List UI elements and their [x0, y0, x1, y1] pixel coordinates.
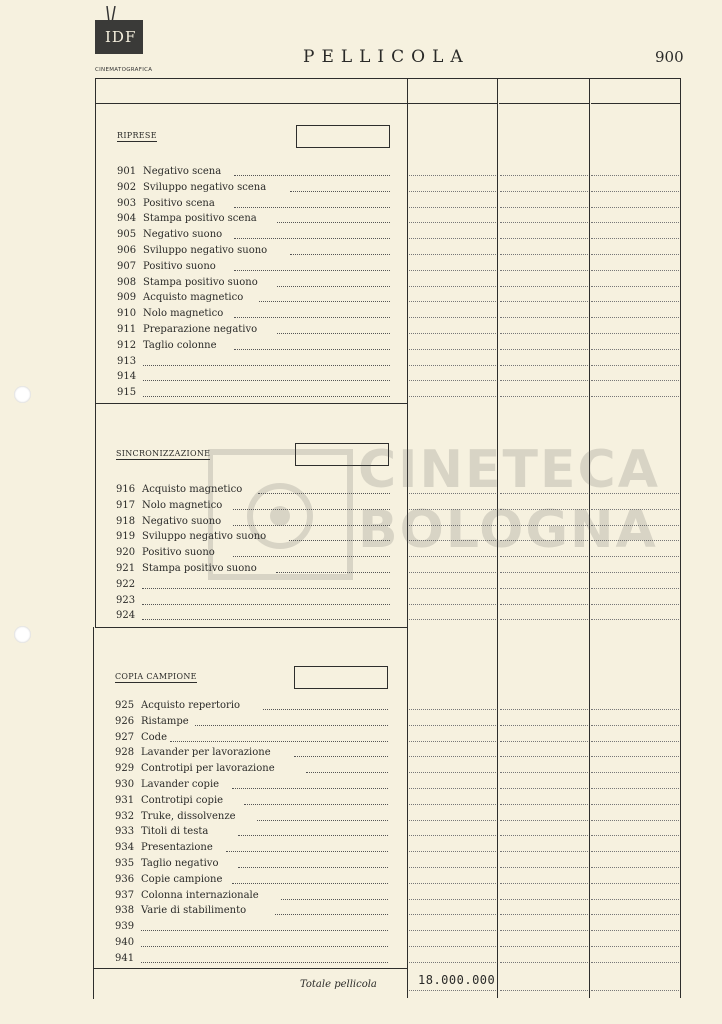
page-title: PELLICOLA [303, 47, 470, 67]
line-item-code: 923 [116, 595, 136, 606]
amount-cell[interactable] [409, 930, 496, 931]
line-item [115, 904, 388, 918]
line-item-label: Acquisto repertorio [141, 700, 241, 711]
line-item-code: 930 [115, 779, 135, 790]
line-item [117, 228, 390, 242]
amount-cell[interactable] [500, 286, 588, 287]
amount-cell[interactable] [591, 741, 679, 742]
line-item-label: Sviluppo negativo suono [142, 531, 267, 542]
line-item-code: 918 [116, 516, 136, 527]
line-item-code: 926 [115, 716, 135, 727]
line-item-label: Sviluppo negativo scena [143, 182, 267, 193]
amount-cell[interactable] [409, 962, 496, 963]
leader-dots [277, 333, 390, 334]
amount-cell[interactable] [591, 772, 679, 773]
amount-cell[interactable] [409, 619, 496, 620]
leader-dots [234, 349, 390, 350]
amount-cell[interactable] [591, 804, 679, 805]
amount-cell[interactable] [409, 301, 496, 302]
leader-dots [294, 756, 388, 757]
amount-cell[interactable] [409, 835, 496, 836]
amount-cell[interactable] [591, 270, 679, 271]
amount-cell[interactable] [409, 175, 496, 176]
amount-cell[interactable] [591, 756, 679, 757]
line-item [117, 244, 390, 258]
leader-dots [142, 619, 390, 620]
section-title: RIPRESE [117, 131, 157, 140]
total-value: 18.000.000 [418, 973, 496, 987]
leader-dots [142, 604, 390, 605]
line-item-label: Sviluppo negativo suono [143, 245, 268, 256]
line-item-code: 902 [117, 182, 137, 193]
amount-cell[interactable] [500, 883, 588, 884]
line-item-code: 924 [116, 610, 136, 621]
amount-cell[interactable] [409, 396, 496, 397]
line-item [117, 291, 390, 305]
amount-cell[interactable] [500, 349, 588, 350]
amount-cell[interactable] [500, 175, 588, 176]
leader-dots [263, 709, 388, 710]
amount-cell[interactable] [500, 301, 588, 302]
amount-cell[interactable] [409, 820, 496, 821]
amount-cell[interactable] [500, 741, 588, 742]
leader-dots [290, 191, 390, 192]
amount-cell[interactable] [409, 286, 496, 287]
line-item-code: 916 [116, 484, 136, 495]
amount-cell[interactable] [409, 604, 496, 605]
amount-cell[interactable] [500, 804, 588, 805]
amount-cell[interactable] [409, 914, 496, 915]
line-item-code: 909 [117, 292, 137, 303]
amount-cell[interactable] [409, 191, 496, 192]
table-header-rule [591, 103, 681, 104]
amount-cell[interactable] [500, 914, 588, 915]
amount-cell[interactable] [591, 851, 679, 852]
line-item-code: 917 [116, 500, 136, 511]
amount-cell[interactable] [409, 756, 496, 757]
table-right-rule [680, 78, 681, 998]
line-item [115, 762, 388, 776]
line-item-label: Truke, dissolvenze [141, 811, 236, 822]
section-title: COPIA CAMPIONE [115, 672, 197, 681]
amount-cell[interactable] [500, 365, 588, 366]
punch-hole [14, 386, 31, 403]
line-item [115, 857, 388, 871]
table-top-rule [95, 78, 681, 79]
amount-cell[interactable] [409, 851, 496, 852]
amount-cell[interactable] [409, 867, 496, 868]
line-item-code: 931 [115, 795, 135, 806]
line-item-code: 920 [116, 547, 136, 558]
amount-cell[interactable] [591, 867, 679, 868]
line-item-code: 932 [115, 811, 135, 822]
amount-cell[interactable] [500, 588, 588, 589]
amount-cell[interactable] [500, 333, 588, 334]
line-item-label: Acquisto magnetico [142, 484, 243, 495]
line-item [115, 794, 388, 808]
amount-cell[interactable] [500, 788, 588, 789]
line-item-code: 910 [117, 308, 137, 319]
amount-cell[interactable] [409, 709, 496, 710]
amount-cell[interactable] [409, 238, 496, 239]
amount-cell[interactable] [409, 317, 496, 318]
line-item-label: Acquisto magnetico [143, 292, 244, 303]
line-item-code: 921 [116, 563, 136, 574]
leader-dots [306, 772, 388, 773]
line-item-code: 904 [117, 213, 137, 224]
line-item [115, 873, 388, 887]
section-amount-box[interactable] [294, 666, 388, 689]
amount-cell[interactable] [500, 946, 588, 947]
leader-dots [143, 396, 390, 397]
line-item-code: 906 [117, 245, 137, 256]
line-item-code: 925 [115, 700, 135, 711]
amount-cell[interactable] [500, 851, 588, 852]
line-item-code: 938 [115, 905, 135, 916]
amount-cell[interactable] [500, 604, 588, 605]
line-item [117, 323, 390, 337]
amount-cell[interactable] [500, 238, 588, 239]
line-item-label: Lavander copie [141, 779, 220, 790]
line-item-code: 922 [116, 579, 136, 590]
leader-dots [142, 588, 390, 589]
section-amount-box[interactable] [296, 125, 390, 148]
amount-cell[interactable] [409, 333, 496, 334]
amount-cell[interactable] [591, 301, 679, 302]
amount-cell[interactable] [500, 756, 588, 757]
amount-cell[interactable] [591, 207, 679, 208]
amount-cell[interactable] [591, 883, 679, 884]
line-item-code: 908 [117, 277, 137, 288]
line-item-code: 929 [115, 763, 135, 774]
line-item-code: 915 [117, 387, 137, 398]
line-item-code: 936 [115, 874, 135, 885]
amount-cell[interactable] [591, 835, 679, 836]
line-item [115, 746, 388, 760]
watermark-line-1: CINETECA [358, 440, 660, 500]
amount-cell[interactable] [591, 572, 679, 573]
amount-cell[interactable] [500, 867, 588, 868]
line-item-label: Ristampe [141, 716, 189, 727]
line-item-label: Negativo scena [143, 166, 222, 177]
leader-dots [234, 270, 390, 271]
logo-brand: CINEMATOGRAFICA [95, 67, 153, 73]
leader-dots [143, 365, 390, 366]
line-item [117, 370, 390, 384]
line-item-label: Negativo suono [143, 229, 223, 240]
line-item [117, 307, 390, 321]
amount-cell[interactable] [500, 317, 588, 318]
line-item-code: 914 [117, 371, 137, 382]
logo-text: IDF [105, 28, 137, 46]
amount-cell[interactable] [500, 396, 588, 397]
line-item [117, 260, 390, 274]
leader-dots [195, 725, 388, 726]
line-item-code: 919 [116, 531, 136, 542]
line-item-code: 907 [117, 261, 137, 272]
amount-cell[interactable] [591, 820, 679, 821]
line-item-code: 911 [117, 324, 137, 335]
line-item-code: 905 [117, 229, 137, 240]
amount-cell[interactable] [591, 396, 679, 397]
table-left-rule [93, 627, 94, 999]
amount-cell[interactable] [500, 222, 588, 223]
leader-dots [290, 254, 390, 255]
amount-cell[interactable] [500, 772, 588, 773]
line-item-label: Colonna internazionale [141, 890, 259, 901]
amount-cell[interactable] [500, 725, 588, 726]
amount-cell[interactable] [500, 835, 588, 836]
leader-dots [238, 867, 388, 868]
amount-cell[interactable] [591, 349, 679, 350]
leader-dots [234, 175, 390, 176]
table-header-rule [407, 103, 497, 104]
amount-cell[interactable] [591, 317, 679, 318]
amount-cell[interactable] [409, 365, 496, 366]
line-item [115, 810, 388, 824]
leader-dots [234, 317, 390, 318]
amount-cell[interactable] [591, 286, 679, 287]
line-item [117, 181, 390, 195]
amount-cell[interactable] [591, 588, 679, 589]
line-item-label: Nolo magnetico [142, 500, 223, 511]
line-item-code: 928 [115, 747, 135, 758]
line-item-label: Stampa positivo suono [142, 563, 257, 574]
amount-cell[interactable] [409, 380, 496, 381]
line-item-label: Preparazione negativo [143, 324, 258, 335]
amount-cell[interactable] [591, 380, 679, 381]
line-item [115, 825, 388, 839]
amount-cell[interactable] [409, 788, 496, 789]
amount-cell[interactable] [591, 619, 679, 620]
amount-cell[interactable] [591, 333, 679, 334]
amount-cell[interactable] [591, 604, 679, 605]
line-item-code: 940 [115, 937, 135, 948]
leader-dots [226, 851, 388, 852]
line-item-label: Stampa positivo scena [143, 213, 257, 224]
line-item-label: Stampa positivo suono [143, 277, 258, 288]
leader-dots [141, 946, 388, 947]
line-item-label: Positivo suono [142, 547, 215, 558]
leader-dots [238, 835, 388, 836]
line-item-code: 939 [115, 921, 135, 932]
table-header-rule [95, 103, 407, 104]
line-item-code: 935 [115, 858, 135, 869]
amount-cell[interactable] [409, 883, 496, 884]
total-amount-cell[interactable] [500, 990, 588, 991]
line-item [115, 841, 388, 855]
amount-cell[interactable] [409, 270, 496, 271]
line-item-label: Lavander per lavorazione [141, 747, 271, 758]
line-item [117, 165, 390, 179]
amount-cell[interactable] [409, 254, 496, 255]
line-item [115, 715, 388, 729]
amount-cell[interactable] [500, 254, 588, 255]
leader-dots [244, 804, 388, 805]
amount-cell[interactable] [409, 741, 496, 742]
line-item-label: Copie campione [141, 874, 223, 885]
punch-hole [14, 626, 31, 643]
section-title: SINCRONIZZAZIONE [116, 449, 211, 458]
amount-cell[interactable] [500, 207, 588, 208]
amount-cell[interactable] [409, 804, 496, 805]
total-amount-cell[interactable] [591, 990, 679, 991]
line-item [117, 355, 390, 369]
line-item [117, 339, 390, 353]
amount-cell[interactable] [591, 930, 679, 931]
amount-cell[interactable] [591, 222, 679, 223]
amount-cell[interactable] [591, 914, 679, 915]
line-item [115, 889, 388, 903]
line-item-code: 927 [115, 732, 135, 743]
watermark-emblem-icon [208, 448, 358, 583]
line-item-label: Nolo magnetico [143, 308, 224, 319]
line-item-code: 934 [115, 842, 135, 853]
amount-cell[interactable] [409, 772, 496, 773]
table-bottom-rule [93, 968, 407, 969]
line-item-label: Taglio colonne [143, 340, 217, 351]
leader-dots [232, 883, 388, 884]
leader-dots [143, 380, 390, 381]
amount-cell[interactable] [409, 349, 496, 350]
logo [95, 6, 153, 73]
amount-cell[interactable] [409, 946, 496, 947]
section-divider [95, 403, 407, 404]
line-item-code: 903 [117, 198, 137, 209]
amount-cell[interactable] [591, 365, 679, 366]
amount-cell[interactable] [591, 709, 679, 710]
amount-cell[interactable] [500, 380, 588, 381]
line-item-code: 933 [115, 826, 135, 837]
line-item-label: Varie di stabilimento [141, 905, 247, 916]
table-header-rule [499, 103, 589, 104]
line-item-code: 913 [117, 356, 137, 367]
total-label: Totale pellicola [300, 979, 377, 990]
line-item [117, 212, 390, 226]
line-item-code: 901 [117, 166, 137, 177]
leader-dots [281, 899, 388, 900]
line-item [115, 952, 388, 966]
cineteca-watermark [208, 440, 660, 583]
line-item-label: Controtipi copie [141, 795, 224, 806]
amount-cell[interactable] [500, 820, 588, 821]
amount-cell[interactable] [500, 619, 588, 620]
line-item-label: Controtipi per lavorazione [141, 763, 275, 774]
amount-cell[interactable] [591, 946, 679, 947]
table-left-rule [95, 403, 96, 628]
amount-cell[interactable] [500, 191, 588, 192]
line-item [117, 386, 390, 400]
amount-cell[interactable] [500, 270, 588, 271]
amount-cell[interactable] [500, 709, 588, 710]
leader-dots [277, 222, 390, 223]
amount-cell[interactable] [409, 222, 496, 223]
amount-cell[interactable] [500, 930, 588, 931]
amount-cell[interactable] [591, 725, 679, 726]
line-item-label: Positivo suono [143, 261, 216, 272]
line-item-label: Presentazione [141, 842, 213, 853]
amount-cell[interactable] [591, 254, 679, 255]
line-item-label: Positivo scena [143, 198, 215, 209]
leader-dots [234, 238, 390, 239]
amount-cell[interactable] [591, 175, 679, 176]
line-item [117, 197, 390, 211]
line-item-label: Code [141, 732, 167, 743]
amount-cell[interactable] [591, 899, 679, 900]
line-item [115, 778, 388, 792]
line-item-label: Titoli di testa [141, 826, 209, 837]
line-item-code: 912 [117, 340, 137, 351]
section-divider [95, 627, 407, 628]
leader-dots [234, 207, 390, 208]
line-item [116, 609, 390, 623]
amount-cell[interactable] [591, 191, 679, 192]
amount-cell[interactable] [591, 788, 679, 789]
line-item [116, 594, 390, 608]
leader-dots [170, 741, 388, 742]
amount-cell[interactable] [591, 962, 679, 963]
amount-cell[interactable] [409, 207, 496, 208]
amount-cell[interactable] [500, 962, 588, 963]
amount-cell[interactable] [409, 725, 496, 726]
leader-dots [259, 301, 390, 302]
leader-dots [141, 930, 388, 931]
table-left-rule [95, 78, 96, 403]
leader-dots [141, 962, 388, 963]
line-item-label: Negativo suono [142, 516, 222, 527]
amount-cell[interactable] [409, 588, 496, 589]
line-item [115, 920, 388, 934]
watermark-line-2: BOLOGNA [358, 500, 658, 560]
leader-dots [257, 820, 388, 821]
leader-dots [232, 788, 388, 789]
line-item [117, 276, 390, 290]
line-item [115, 699, 388, 713]
leader-dots [275, 914, 388, 915]
leader-dots [277, 286, 390, 287]
line-item-code: 941 [115, 953, 135, 964]
line-item-label: Taglio negativo [141, 858, 219, 869]
amount-cell[interactable] [500, 899, 588, 900]
total-amount-cell[interactable] [409, 990, 496, 991]
line-item [115, 936, 388, 950]
amount-cell[interactable] [409, 899, 496, 900]
page-number: 900 [655, 48, 684, 66]
line-item-code: 937 [115, 890, 135, 901]
amount-cell[interactable] [591, 238, 679, 239]
line-item [115, 731, 388, 745]
